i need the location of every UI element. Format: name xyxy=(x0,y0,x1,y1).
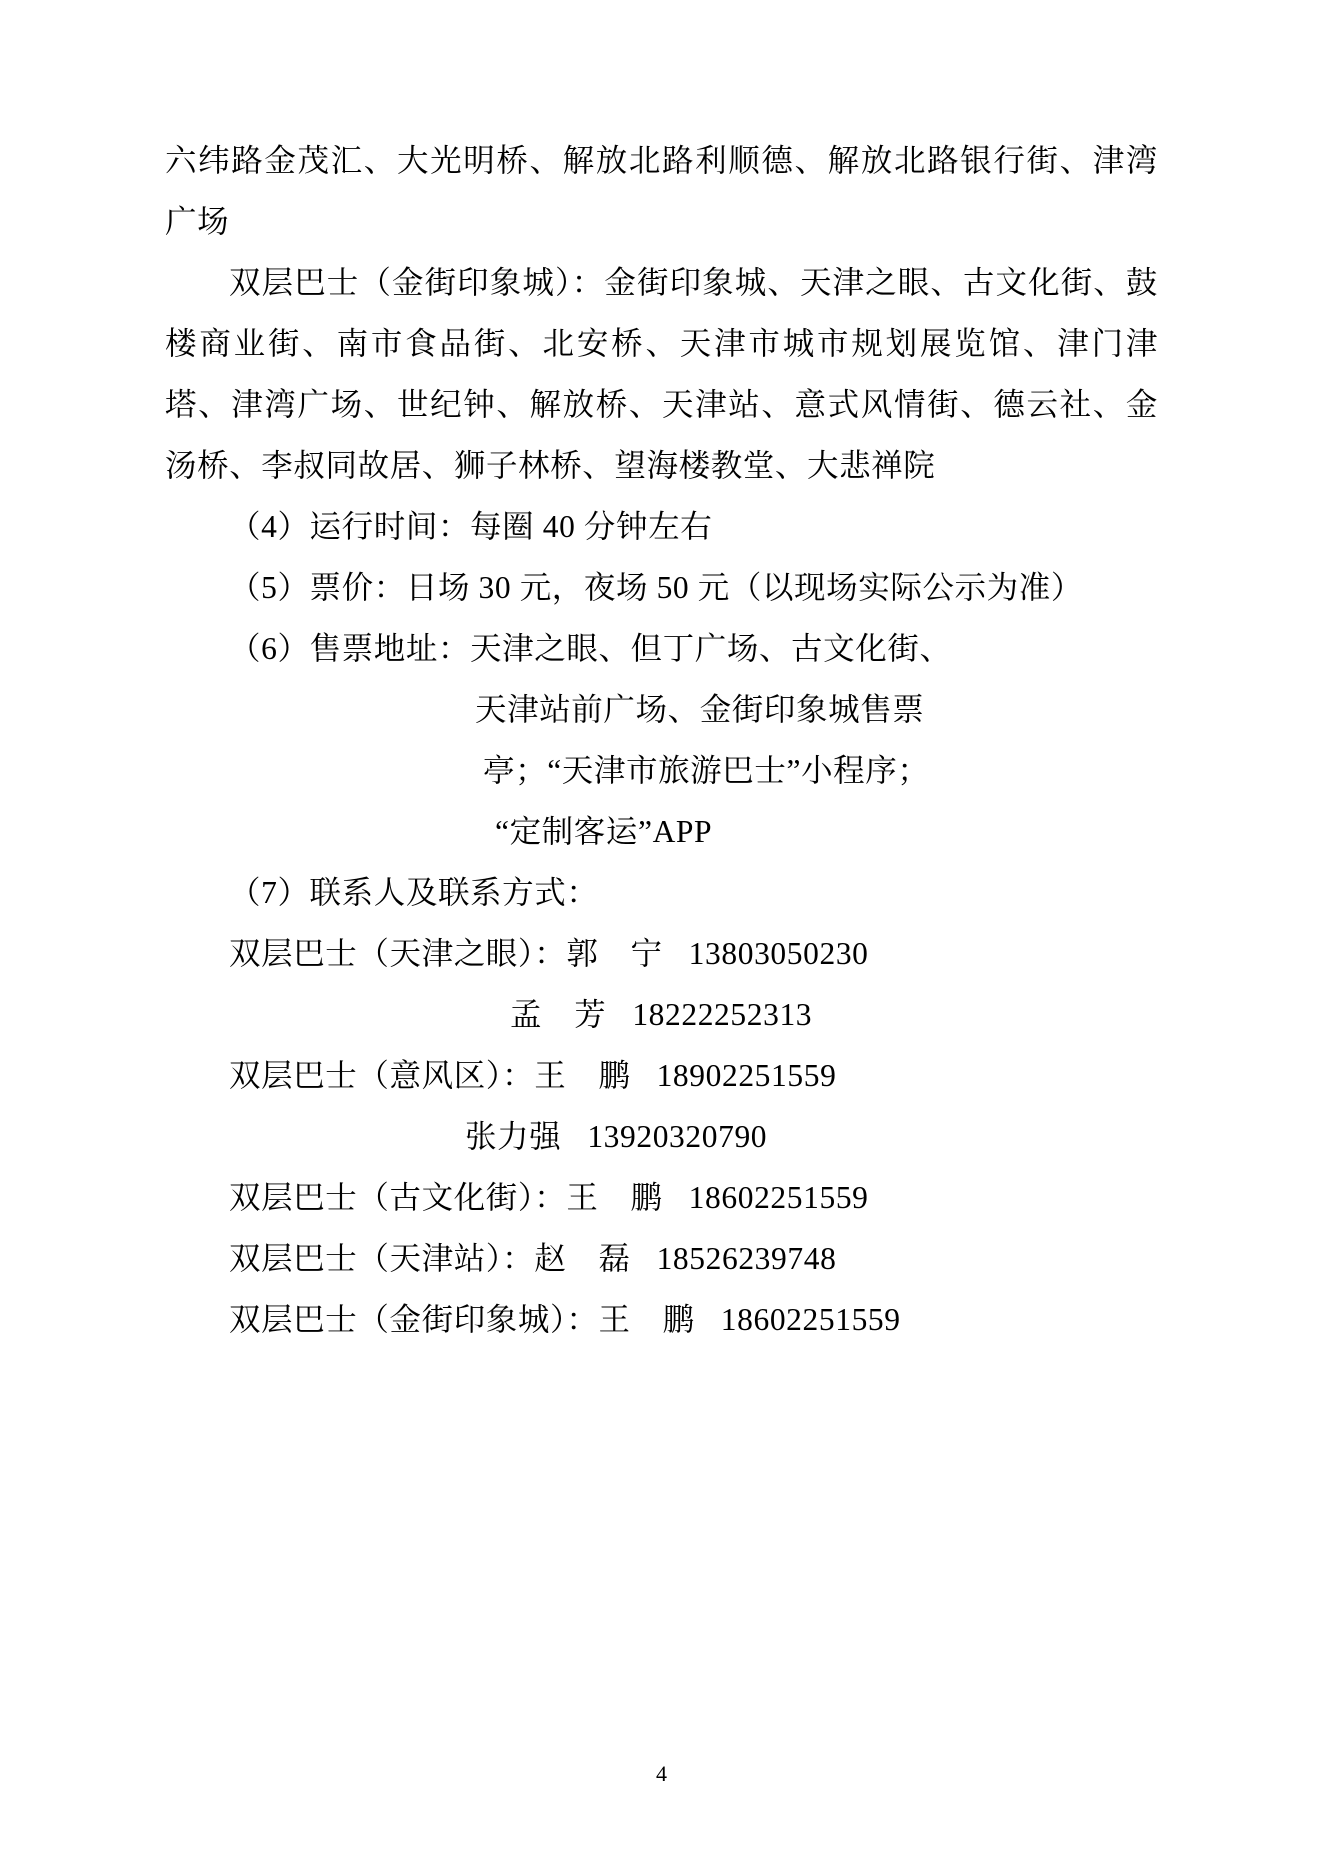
contact-phone: 13920320790 xyxy=(587,1119,768,1154)
paragraph-item7-contacts-title: （7）联系人及联系方式： xyxy=(229,875,599,910)
contact-list xyxy=(165,923,1158,1350)
paragraph-double-decker-jinjie: 双层巴士（金街印象城）：金街印象城、天津之眼、古文化街、鼓楼商业街、南市食品街、北安桥、天津市城市规划展览馆、津门津塔、津湾广场、世纪钟、解放桥、天津站、意式风情街、德云社、金汤桥、李叔同故居、狮子林桥、望海楼教堂、大悲禅院 xyxy=(165,265,1158,483)
contact-label: 双层巴士（天津之眼）： xyxy=(229,936,567,971)
contact-label: 双层巴士（天津站）： xyxy=(229,1241,535,1276)
contact-row xyxy=(165,1045,1158,1106)
contact-phone: 18902251559 xyxy=(656,1058,837,1093)
item6-line-1: （6）售票地址：天津之眼、但丁广场、古文化街、 xyxy=(229,631,952,666)
item6-line-4: “定制客运”APP xyxy=(495,814,713,849)
item6-line-3: 亭；“天津市旅游巴士”小程序； xyxy=(483,753,930,788)
contact-phone: 18602251559 xyxy=(688,1180,869,1215)
paragraph-item6-ticket-address xyxy=(165,618,1158,862)
paragraph-item4-operating-time: （4）运行时间：每圈 40 分钟左右 xyxy=(229,509,713,544)
contact-name: 王 鹏 xyxy=(598,1302,695,1337)
contact-row xyxy=(165,984,1158,1045)
contact-phone: 18602251559 xyxy=(720,1302,901,1337)
paragraph-item5-ticket-price: （5）票价：日场 30 元，夜场 50 元（以现场实际公示为准） xyxy=(229,570,1083,605)
contact-row xyxy=(165,1167,1158,1228)
contact-name: 张力强 xyxy=(465,1119,562,1154)
contact-label: 双层巴士（古文化街）： xyxy=(229,1180,567,1215)
contact-phone: 18526239748 xyxy=(656,1241,837,1276)
contact-name: 王 鹏 xyxy=(534,1058,631,1093)
contact-phone: 13803050230 xyxy=(688,936,869,971)
document-body xyxy=(165,130,1158,1350)
contact-name: 孟 芳 xyxy=(510,997,607,1032)
item6-line-2: 天津站前广场、金街印象城售票 xyxy=(475,692,925,727)
contact-label: 双层巴士（金街印象城）： xyxy=(229,1302,599,1337)
contact-label: 双层巴士（意风区）： xyxy=(229,1058,535,1093)
page-number: 4 xyxy=(656,1761,667,1786)
paragraph-routes-tail: 六纬路金茂汇、大光明桥、解放北路利顺德、解放北路银行街、津湾广场 xyxy=(165,143,1158,239)
contact-row xyxy=(165,1228,1158,1289)
contact-name: 赵 磊 xyxy=(534,1241,631,1276)
contact-name: 郭 宁 xyxy=(566,936,663,971)
contact-row xyxy=(165,1289,1158,1350)
contact-name: 王 鹏 xyxy=(566,1180,663,1215)
contact-row xyxy=(165,923,1158,984)
contact-phone: 18222252313 xyxy=(632,997,813,1032)
contact-row xyxy=(165,1106,1158,1167)
